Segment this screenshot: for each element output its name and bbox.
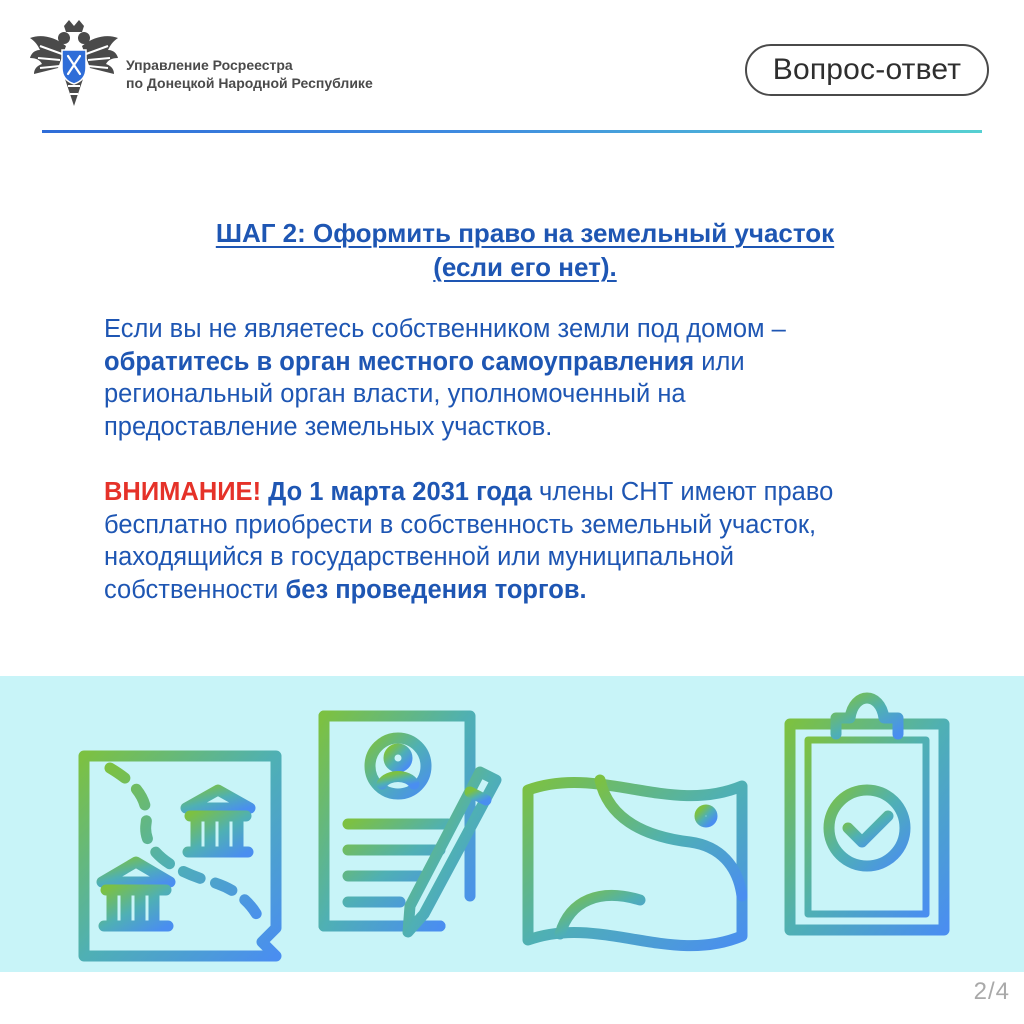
paragraph1-line-4: предоставление земельных участков. [104, 412, 553, 441]
paragraph2-line-3: находящийся в государственной или муниципальной [104, 543, 735, 571]
organization-name [126, 56, 373, 92]
rosreestr-emblem [26, 16, 122, 112]
map-icon [528, 780, 742, 946]
step-title-line-1: ШАГ 2: Оформить право на земельный участок [215, 218, 835, 248]
page-counter: 2/4 [973, 978, 1010, 1005]
document-pen-icon [324, 716, 496, 932]
qa-badge: Вопрос-ответ [745, 44, 989, 96]
clipboard-check-icon [790, 698, 944, 930]
paragraph2-line-1-rest: члены СНТ имеют право [531, 478, 834, 506]
paragraph-attention [104, 476, 954, 606]
paragraph2-line-4-start: собственности [104, 575, 286, 604]
step-title-line-2: (если его нет). [433, 252, 617, 282]
illustration-strip [0, 676, 1024, 972]
paragraph-landowner [104, 313, 954, 443]
paragraph1-line-2 [104, 346, 954, 379]
paragraph1-line-3: региональный орган власти, уполномоченный на [104, 380, 686, 408]
land-map-icon [84, 756, 276, 956]
attention-label: ВНИМАНИЕ! [104, 478, 262, 506]
local-government-emphasis: обратитесь в орган местного самоуправления [104, 347, 695, 376]
paragraph2-line-2: бесплатно приобрести в собственность земельный участок, [104, 510, 817, 539]
step-title [100, 216, 950, 284]
paragraph1-line-1: Если вы не являетесь собственником земли под домом – [104, 315, 786, 343]
paragraph2-line-1 [104, 476, 954, 509]
org-line-2: по Донецкой Народной Республике [126, 75, 373, 91]
header-divider [42, 130, 982, 133]
no-auction-emphasis: без проведения торгов. [285, 575, 587, 604]
illustration-icons [0, 676, 1024, 972]
paragraph1-line-2-rest: или [694, 347, 745, 376]
deadline-emphasis: До 1 марта 2031 года [261, 478, 532, 506]
paragraph2-line-4 [104, 574, 954, 607]
org-line-1: Управление Росреестра [126, 57, 293, 73]
